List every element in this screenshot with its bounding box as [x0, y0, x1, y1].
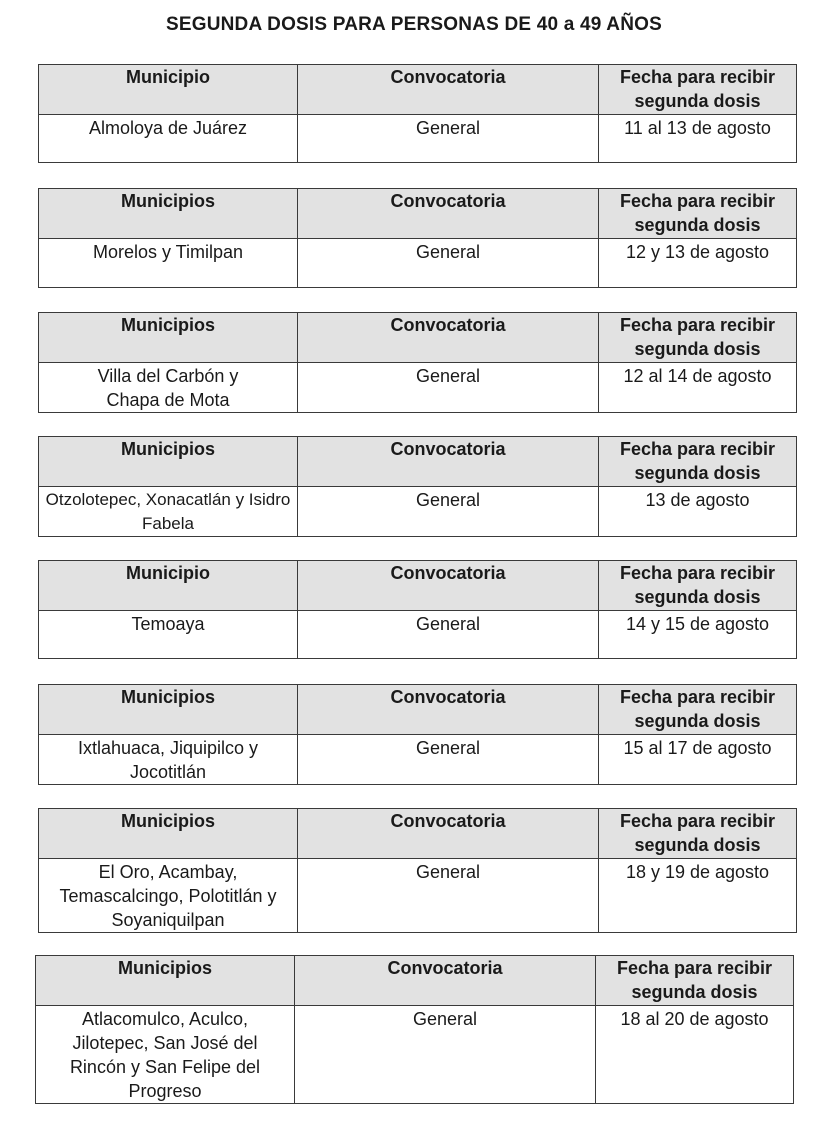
- cell-municipio: Ixtlahuaca, Jiquipilco y Jocotitlán: [39, 735, 298, 785]
- cell-convocatoria: General: [295, 1006, 596, 1104]
- cell-fecha: 15 al 17 de agosto: [599, 735, 797, 785]
- header-fecha: Fecha para recibir segunda dosis: [599, 313, 797, 363]
- schedule-table-1: [38, 64, 797, 163]
- cell-fecha: 13 de agosto: [599, 487, 797, 537]
- header-municipio: Municipios: [39, 189, 298, 239]
- header-municipio: Municipio: [39, 561, 298, 611]
- header-municipio: Municipios: [36, 956, 295, 1006]
- cell-municipio: Atlacomulco, Aculco, Jilotepec, San José del Rincón y San Felipe del Progreso: [36, 1006, 295, 1104]
- cell-convocatoria: General: [298, 611, 599, 659]
- header-convocatoria: Convocatoria: [298, 561, 599, 611]
- header-municipio: Municipios: [39, 437, 298, 487]
- cell-municipio: Otzolotepec, Xonacatlán y Isidro Fabela: [39, 487, 298, 537]
- header-convocatoria: Convocatoria: [298, 189, 599, 239]
- cell-municipio: Almoloya de Juárez: [39, 115, 298, 163]
- header-fecha: Fecha para recibir segunda dosis: [599, 685, 797, 735]
- header-fecha: Fecha para recibir segunda dosis: [599, 189, 797, 239]
- header-fecha: Fecha para recibir segunda dosis: [599, 65, 797, 115]
- cell-municipio: Villa del Carbón y Chapa de Mota: [39, 363, 298, 413]
- page-title: SEGUNDA DOSIS PARA PERSONAS DE 40 a 49 AÑOS: [165, 14, 663, 35]
- cell-convocatoria: General: [298, 363, 599, 413]
- cell-fecha: 11 al 13 de agosto: [599, 115, 797, 163]
- header-municipio: Municipios: [39, 685, 298, 735]
- schedule-table-2: [38, 188, 797, 288]
- cell-convocatoria: General: [298, 735, 599, 785]
- schedule-table-5: [38, 560, 797, 659]
- header-convocatoria: Convocatoria: [298, 437, 599, 487]
- schedule-table-4: [38, 436, 797, 537]
- cell-convocatoria: General: [298, 115, 599, 163]
- cell-fecha: 18 al 20 de agosto: [596, 1006, 794, 1104]
- cell-municipio: El Oro, Acambay, Temascalcingo, Polotitlán y Soyaniquilpan: [39, 859, 298, 933]
- header-convocatoria: Convocatoria: [298, 809, 599, 859]
- cell-fecha: 12 y 13 de agosto: [599, 239, 797, 288]
- schedule-table-3: [38, 312, 797, 413]
- header-municipio: Municipios: [39, 809, 298, 859]
- schedule-table-6: [38, 684, 797, 785]
- schedule-table-7: [38, 808, 797, 933]
- header-fecha: Fecha para recibir segunda dosis: [599, 809, 797, 859]
- cell-convocatoria: General: [298, 487, 599, 537]
- cell-fecha: 12 al 14 de agosto: [599, 363, 797, 413]
- cell-convocatoria: General: [298, 859, 599, 933]
- header-fecha: Fecha para recibir segunda dosis: [596, 956, 794, 1006]
- header-convocatoria: Convocatoria: [298, 313, 599, 363]
- header-municipio: Municipio: [39, 65, 298, 115]
- schedule-table-8: [35, 955, 794, 1104]
- cell-fecha: 18 y 19 de agosto: [599, 859, 797, 933]
- cell-municipio: Morelos y Timilpan: [39, 239, 298, 288]
- cell-municipio: Temoaya: [39, 611, 298, 659]
- cell-fecha: 14 y 15 de agosto: [599, 611, 797, 659]
- cell-convocatoria: General: [298, 239, 599, 288]
- header-municipio: Municipios: [39, 313, 298, 363]
- header-convocatoria: Convocatoria: [298, 65, 599, 115]
- header-fecha: Fecha para recibir segunda dosis: [599, 561, 797, 611]
- header-convocatoria: Convocatoria: [295, 956, 596, 1006]
- header-fecha: Fecha para recibir segunda dosis: [599, 437, 797, 487]
- header-convocatoria: Convocatoria: [298, 685, 599, 735]
